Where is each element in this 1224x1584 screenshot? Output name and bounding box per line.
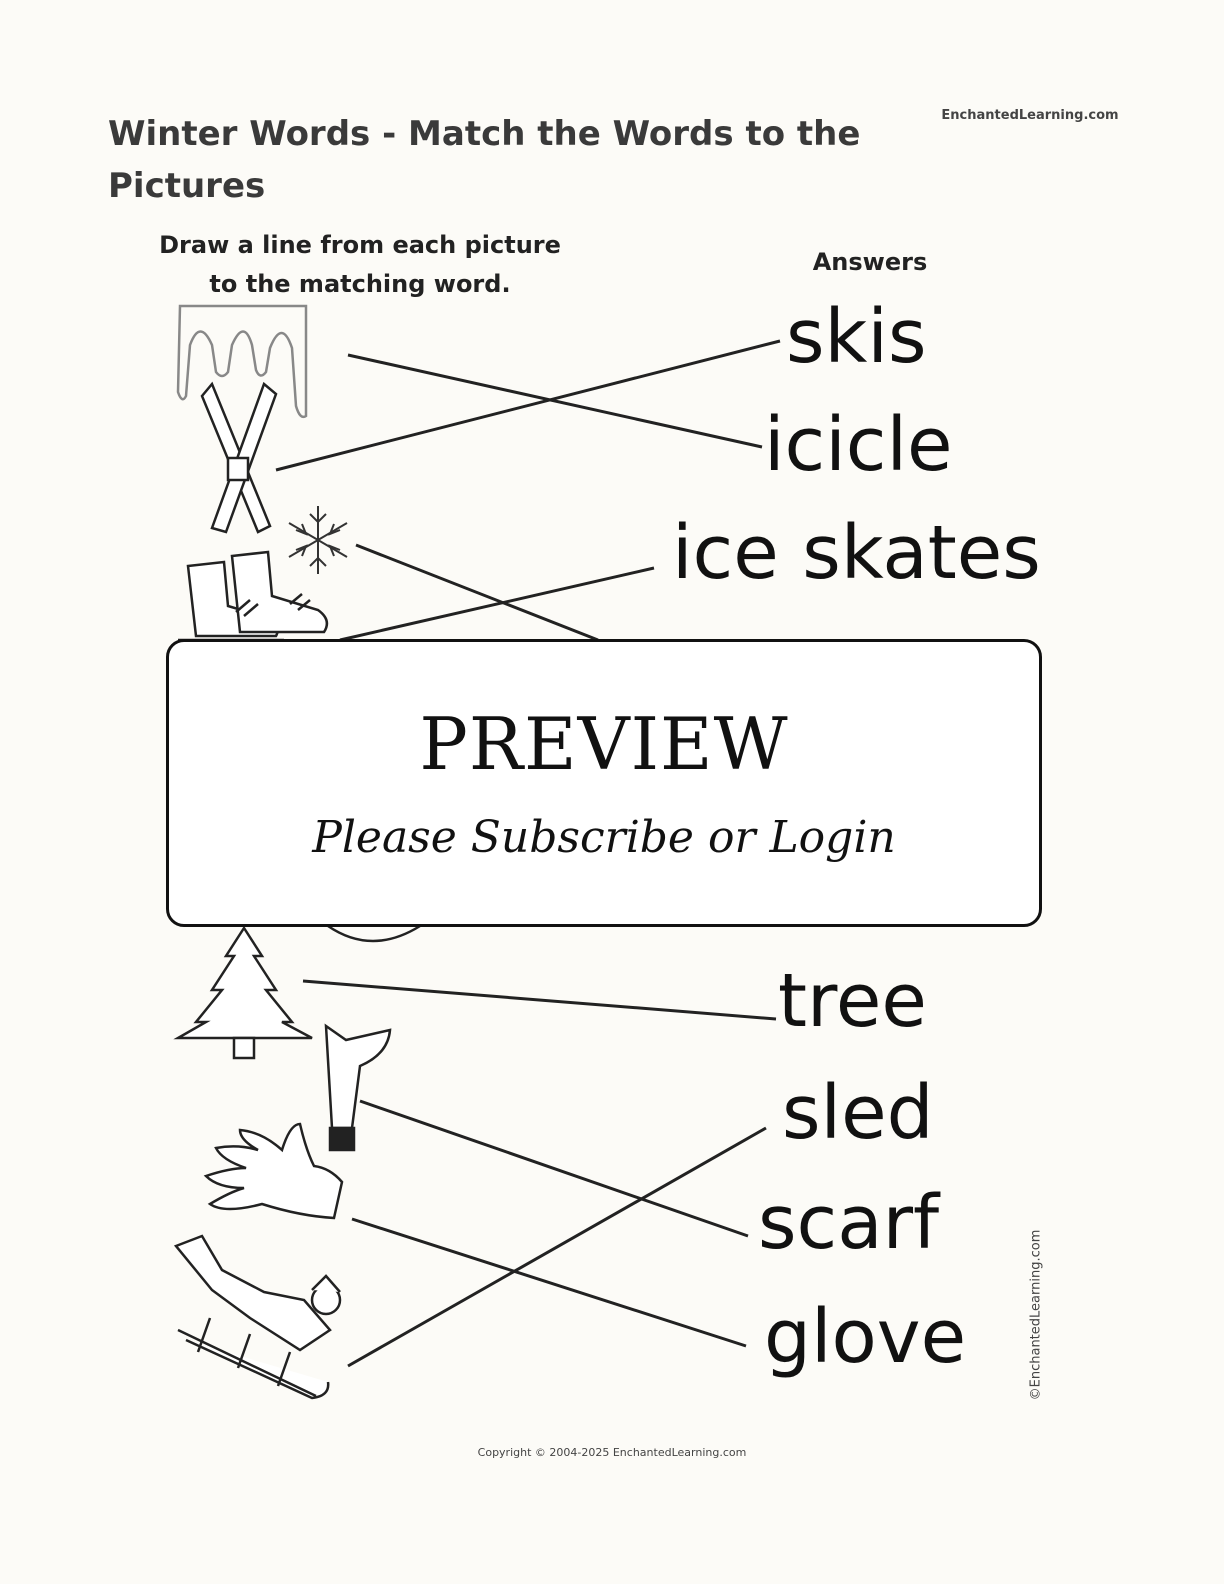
answer-line-scarf — [360, 1101, 748, 1236]
answer-line-icicle — [348, 355, 762, 447]
answer-line-glove — [352, 1219, 746, 1346]
preview-overlay[interactable] — [166, 639, 1042, 927]
answer-line-tree — [303, 981, 776, 1019]
footer-copyright: Copyright © 2004-2025 EnchantedLearning.com — [477, 1446, 747, 1459]
word-scarf: scarf — [758, 1180, 940, 1266]
word-skis: skis — [786, 294, 927, 380]
word-glove: glove — [764, 1294, 967, 1380]
ice-skates-picture — [178, 552, 327, 640]
answer-line-sled — [348, 1128, 766, 1366]
snowflake-picture — [289, 506, 347, 574]
answers-label: Answers — [812, 248, 928, 276]
snowman-fragment — [328, 926, 420, 941]
preview-heading: PREVIEW — [419, 702, 789, 786]
page-title: Winter Words - Match the Words to the Pictures — [108, 114, 861, 206]
answer-line-skis — [276, 341, 780, 470]
site-brand: EnchantedLearning.com — [941, 108, 1119, 123]
instructions: Draw a line from each picture to the matching word. — [159, 231, 561, 298]
glove-picture — [206, 1124, 342, 1218]
skis-picture — [202, 384, 276, 532]
word-sled: sled — [782, 1070, 934, 1156]
word-tree: tree — [778, 958, 927, 1044]
scarf-picture — [326, 1026, 390, 1150]
answer-line-snowflake — [356, 545, 598, 640]
icicle-picture — [178, 306, 306, 417]
preview-subtext: Please Subscribe or Login — [312, 812, 896, 863]
sled-picture — [176, 1236, 340, 1398]
side-copyright: ©EnchantedLearning.com — [1028, 1229, 1044, 1401]
tree-picture — [178, 928, 312, 1058]
answer-line-ice-skates — [340, 568, 654, 640]
word-icicle: icicle — [764, 402, 953, 488]
word-ice-skates: ice skates — [672, 510, 1041, 596]
